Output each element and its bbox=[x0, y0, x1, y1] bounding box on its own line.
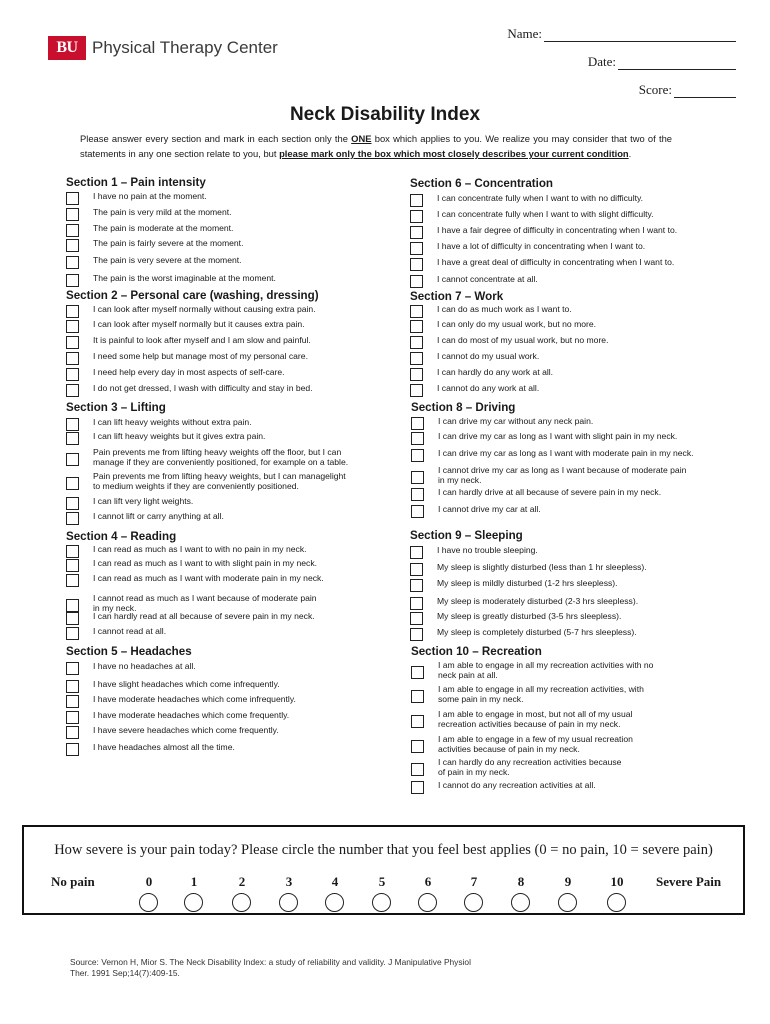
checkbox[interactable] bbox=[411, 505, 424, 518]
checkbox[interactable] bbox=[411, 471, 424, 484]
checkbox[interactable] bbox=[411, 781, 424, 794]
option-label: I am able to engage in all my recreation activities with no bbox=[438, 660, 654, 670]
pain-circle-6[interactable] bbox=[418, 893, 437, 912]
option-label: I am able to engage in all my recreation activities, with bbox=[438, 684, 644, 694]
option-label: in my neck. bbox=[438, 475, 482, 485]
pain-circle-7[interactable] bbox=[464, 893, 483, 912]
option-label: I am able to engage in a few of my usual recreation bbox=[438, 734, 633, 744]
option-label: I am able to engage in most, but not all of my usual bbox=[438, 709, 633, 719]
checkbox[interactable] bbox=[410, 384, 423, 397]
score-label: Score: bbox=[638, 82, 672, 97]
checkbox[interactable] bbox=[66, 497, 79, 510]
option-label: I can lift heavy weights but it gives extra pain. bbox=[93, 431, 266, 441]
section-8 bbox=[411, 401, 694, 514]
pain-circle-4[interactable] bbox=[325, 893, 344, 912]
option-label: I can hardly read at all because of severe pain in my neck. bbox=[93, 611, 315, 621]
date-line[interactable] bbox=[618, 56, 736, 70]
severe-pain-label: Severe Pain bbox=[656, 874, 722, 889]
pain-number-0: 0 bbox=[145, 874, 153, 889]
checkbox[interactable] bbox=[66, 336, 79, 349]
option-label: I can drive my car as long as I want with moderate pain in my neck. bbox=[438, 448, 694, 458]
option-label: to medium weights if they are conveniently positioned. bbox=[93, 481, 299, 491]
checkbox[interactable] bbox=[66, 662, 79, 675]
pain-number-5: 5 bbox=[378, 874, 386, 889]
option-label: I cannot drive my car at all. bbox=[438, 504, 541, 514]
option-label: The pain is very severe at the moment. bbox=[93, 255, 242, 265]
option-label: I can read as much as I want with moderate pain in my neck. bbox=[93, 573, 324, 583]
checkbox[interactable] bbox=[410, 258, 423, 271]
option-label: My sleep is moderately disturbed (2-3 hrs sleepless). bbox=[437, 596, 639, 606]
option-label: I can look after myself normally without causing extra pain. bbox=[93, 304, 316, 314]
pain-circle-2[interactable] bbox=[232, 893, 251, 912]
option-label: The pain is very mild at the moment. bbox=[93, 207, 232, 217]
checkbox[interactable] bbox=[410, 628, 423, 641]
section-1 bbox=[66, 176, 276, 283]
option-label: I can do most of my usual work, but no more. bbox=[437, 335, 609, 345]
option-label: I have a fair degree of difficulty in concentrating when I want to. bbox=[437, 225, 678, 235]
section-5 bbox=[66, 645, 296, 752]
option-label: in my neck. bbox=[93, 603, 137, 613]
pain-question: How severe is your pain today? Please circle the number that you feel best applies (0 = no pain, 10 = severe pain) bbox=[54, 842, 713, 858]
checkbox[interactable] bbox=[411, 740, 424, 753]
section-3 bbox=[66, 401, 349, 521]
no-pain-label: No pain bbox=[51, 874, 95, 889]
section-title: Section 3 – Lifting bbox=[66, 401, 166, 414]
pain-scale-box bbox=[22, 825, 745, 915]
section-title: Section 1 – Pain intensity bbox=[66, 176, 206, 189]
section-7 bbox=[410, 290, 609, 393]
option-label: I have a lot of difficulty in concentrating when I want to. bbox=[437, 241, 646, 251]
clinic-logo bbox=[48, 36, 278, 60]
option-label: I have no pain at the moment. bbox=[93, 191, 207, 201]
option-label: I cannot read at all. bbox=[93, 626, 167, 636]
checkbox[interactable] bbox=[410, 546, 423, 559]
pain-number-2: 2 bbox=[238, 874, 246, 889]
checkbox[interactable] bbox=[66, 695, 79, 708]
checkbox[interactable] bbox=[66, 743, 79, 756]
checkbox[interactable] bbox=[410, 210, 423, 223]
score-line[interactable] bbox=[674, 84, 736, 98]
intro-part2: box which applies to you. We realize you may consider that two of the statements in any one section relate to you, but bbox=[80, 133, 673, 159]
pain-circle-3[interactable] bbox=[279, 893, 298, 912]
page-title: Neck Disability Index bbox=[289, 104, 481, 125]
checkbox[interactable] bbox=[411, 432, 424, 445]
option-label: I have headaches almost all the time. bbox=[93, 742, 235, 752]
instructions bbox=[80, 131, 672, 161]
checkbox[interactable] bbox=[66, 256, 79, 269]
section-2 bbox=[66, 289, 319, 393]
checkbox[interactable] bbox=[66, 352, 79, 365]
pain-number-7: 7 bbox=[470, 874, 478, 889]
intro-emphasis: please mark only the box which most closely describes your current condition bbox=[279, 148, 629, 159]
option-label: Pain prevents me from lifting heavy weights off the floor, but I can bbox=[93, 447, 342, 457]
option-label: manage if they are conveniently positioned, for example on a table. bbox=[93, 457, 349, 467]
checkbox[interactable] bbox=[411, 417, 424, 430]
score-field[interactable] bbox=[639, 82, 736, 98]
pain-circle-8[interactable] bbox=[511, 893, 530, 912]
option-label: I can hardly do any recreation activities because bbox=[438, 757, 622, 767]
checkbox[interactable] bbox=[66, 384, 79, 397]
checkbox[interactable] bbox=[410, 612, 423, 625]
checkbox[interactable] bbox=[410, 320, 423, 333]
section-title: Section 5 – Headaches bbox=[66, 645, 192, 658]
option-label: I can lift very light weights. bbox=[93, 496, 194, 506]
pain-circle-1[interactable] bbox=[184, 893, 203, 912]
option-label: I can read as much as I want to with no pain in my neck. bbox=[93, 544, 307, 554]
name-line[interactable] bbox=[544, 28, 736, 42]
checkbox[interactable] bbox=[410, 597, 423, 610]
option-label: I can only do my usual work, but no more. bbox=[437, 319, 597, 329]
section-title: Section 10 – Recreation bbox=[411, 645, 542, 658]
pain-number-10: 10 bbox=[610, 874, 624, 889]
option-label: I can look after myself normally but it causes extra pain. bbox=[93, 319, 305, 329]
checkbox[interactable] bbox=[66, 432, 79, 445]
option-label: I can read as much as I want to with slight pain in my neck. bbox=[93, 558, 318, 568]
checkbox[interactable] bbox=[411, 763, 424, 776]
option-label: I cannot drive my car as long as I want because of moderate pain bbox=[438, 465, 687, 475]
checkbox[interactable] bbox=[411, 449, 424, 462]
option-label: My sleep is completely disturbed (5-7 hrs sleepless). bbox=[437, 627, 637, 637]
option-label: I cannot lift or carry anything at all. bbox=[93, 511, 224, 521]
checkbox[interactable] bbox=[410, 336, 423, 349]
checkbox[interactable] bbox=[410, 226, 423, 239]
intro-part1: Please answer every section and mark in each section only the bbox=[80, 133, 352, 144]
section-title: Section 2 – Personal care (washing, dressing) bbox=[66, 289, 319, 302]
date-label: Date: bbox=[587, 54, 616, 69]
date-field[interactable] bbox=[588, 54, 736, 70]
checkbox[interactable] bbox=[410, 579, 423, 592]
checkbox[interactable] bbox=[411, 666, 424, 679]
section-title: Section 6 – Concentration bbox=[410, 177, 554, 190]
option-label: I have slight headaches which come infrequently. bbox=[93, 679, 280, 689]
section-title: Section 9 – Sleeping bbox=[410, 529, 523, 542]
option-label: recreation activities because of pain in my neck. bbox=[438, 719, 621, 729]
option-label: My sleep is slightly disturbed (less than 1 hr sleepless). bbox=[437, 562, 647, 572]
checkbox[interactable] bbox=[66, 418, 79, 431]
option-label: The pain is fairly severe at the moment. bbox=[93, 238, 244, 248]
name-label: Name: bbox=[507, 26, 542, 41]
section-6 bbox=[410, 177, 678, 284]
pain-number-4: 4 bbox=[331, 874, 339, 889]
option-label: I cannot concentrate at all. bbox=[437, 274, 538, 284]
checkbox[interactable] bbox=[411, 690, 424, 703]
checkbox[interactable] bbox=[66, 574, 79, 587]
checkbox[interactable] bbox=[410, 242, 423, 255]
checkbox[interactable] bbox=[66, 512, 79, 525]
option-label: I cannot do my usual work. bbox=[437, 351, 540, 361]
checkbox[interactable] bbox=[411, 715, 424, 728]
option-label: I do not get dressed, I wash with difficulty and stay in bed. bbox=[93, 383, 313, 393]
checkbox[interactable] bbox=[66, 680, 79, 693]
option-label: of pain in my neck. bbox=[438, 767, 510, 777]
source-citation: Source: Vernon H, Mior S. The Neck Disability Index: a study of reliability and validity. J Manipulative Physiol Ther. 1991 Sep;14(7):409-15. bbox=[70, 957, 471, 978]
pain-circle-10[interactable] bbox=[607, 893, 626, 912]
checkbox[interactable] bbox=[410, 194, 423, 207]
intro-part3: . bbox=[628, 148, 632, 159]
option-label: I have moderate headaches which come infrequently. bbox=[93, 694, 296, 704]
pain-circle-5[interactable] bbox=[372, 893, 391, 912]
checkbox[interactable] bbox=[66, 545, 79, 558]
option-label: I can lift heavy weights without extra pain. bbox=[93, 417, 252, 427]
option-label: The pain is moderate at the moment. bbox=[93, 223, 234, 233]
clinic-name: Physical Therapy Center bbox=[92, 38, 278, 57]
checkbox[interactable] bbox=[410, 368, 423, 381]
checkbox[interactable] bbox=[66, 627, 79, 640]
bu-logo-mark: BU bbox=[48, 36, 86, 60]
checkbox[interactable] bbox=[66, 559, 79, 572]
option-label: I can drive my car without any neck pain. bbox=[438, 416, 594, 426]
option-label: I have moderate headaches which come frequently. bbox=[93, 710, 290, 720]
option-label: The pain is the worst imaginable at the moment. bbox=[93, 273, 276, 283]
checkbox[interactable] bbox=[66, 599, 79, 612]
option-label: I have no trouble sleeping. bbox=[437, 545, 538, 555]
option-label: I can concentrate fully when I want to with slight difficulty. bbox=[437, 209, 654, 219]
checkbox[interactable] bbox=[66, 224, 79, 237]
option-label: I need some help but manage most of my personal care. bbox=[93, 351, 308, 361]
option-label: It is painful to look after myself and I am slow and painful. bbox=[93, 335, 311, 345]
checkbox[interactable] bbox=[66, 726, 79, 739]
pain-circle-9[interactable] bbox=[558, 893, 577, 912]
pain-number-3: 3 bbox=[285, 874, 293, 889]
section-title: Section 4 – Reading bbox=[66, 530, 177, 543]
option-label: My sleep is mildly disturbed (1-2 hrs sleepless). bbox=[437, 578, 618, 588]
option-label: I can concentrate fully when I want to with no difficulty. bbox=[437, 193, 644, 203]
checkbox[interactable] bbox=[66, 612, 79, 625]
checkbox[interactable] bbox=[410, 305, 423, 318]
option-label: My sleep is greatly disturbed (3-5 hrs sleepless). bbox=[437, 611, 622, 621]
pain-number-6: 6 bbox=[424, 874, 432, 889]
option-label: I can do as much work as I want to. bbox=[437, 304, 572, 314]
option-label: I need help every day in most aspects of self-care. bbox=[93, 367, 285, 377]
checkbox[interactable] bbox=[410, 563, 423, 576]
option-label: I cannot do any work at all. bbox=[437, 383, 540, 393]
option-label: neck pain at all. bbox=[438, 670, 498, 680]
checkbox[interactable] bbox=[411, 488, 424, 501]
pain-number-9: 9 bbox=[564, 874, 572, 889]
checkbox[interactable] bbox=[66, 305, 79, 318]
option-label: I cannot read as much as I want because of moderate pain bbox=[93, 593, 317, 603]
option-label: I have no headaches at all. bbox=[93, 661, 196, 671]
section-10 bbox=[411, 645, 654, 790]
section-9 bbox=[410, 529, 647, 637]
checkbox[interactable] bbox=[66, 711, 79, 724]
checkbox[interactable] bbox=[410, 352, 423, 365]
checkbox[interactable] bbox=[66, 274, 79, 287]
option-label: I have severe headaches which come frequently. bbox=[93, 725, 279, 735]
option-label: I can hardly drive at all because of severe pain in my neck. bbox=[438, 487, 662, 497]
option-label: activities because of pain in my neck. bbox=[438, 744, 580, 754]
section-4 bbox=[66, 530, 324, 636]
name-field[interactable] bbox=[507, 26, 736, 42]
checkbox[interactable] bbox=[410, 275, 423, 288]
checkbox[interactable] bbox=[66, 477, 79, 490]
checkbox[interactable] bbox=[66, 320, 79, 333]
checkbox[interactable] bbox=[66, 368, 79, 381]
option-label: I have a great deal of difficulty in concentrating when I want to. bbox=[437, 257, 675, 267]
option-label: Pain prevents me from lifting heavy weights, but I can managelight bbox=[93, 471, 346, 481]
intro-one: ONE bbox=[351, 133, 372, 144]
pain-circle-0[interactable] bbox=[139, 893, 158, 912]
section-title: Section 7 – Work bbox=[410, 290, 504, 303]
option-label: I cannot do any recreation activities at all. bbox=[438, 780, 596, 790]
option-label: some pain in my neck. bbox=[438, 694, 524, 704]
checkbox[interactable] bbox=[66, 192, 79, 205]
section-title: Section 8 – Driving bbox=[411, 401, 516, 414]
pain-number-8: 8 bbox=[517, 874, 525, 889]
option-label: I can hardly do any work at all. bbox=[437, 367, 554, 377]
checkbox[interactable] bbox=[66, 453, 79, 466]
option-label: I can drive my car as long as I want with slight pain in my neck. bbox=[438, 431, 678, 441]
checkbox[interactable] bbox=[66, 208, 79, 221]
pain-number-1: 1 bbox=[190, 874, 198, 889]
checkbox[interactable] bbox=[66, 239, 79, 252]
